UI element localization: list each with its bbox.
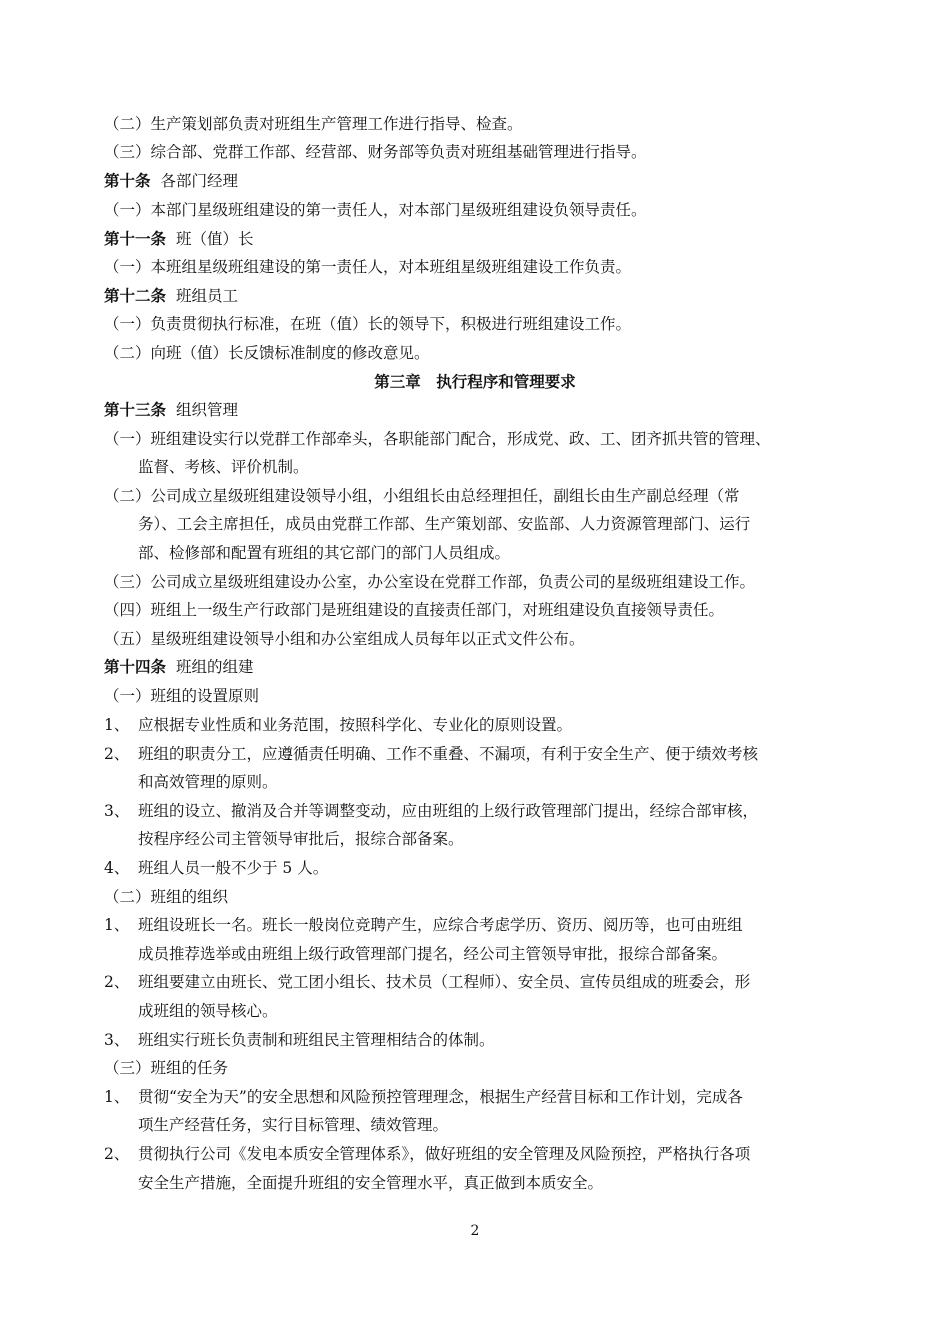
continuation-line: 和高效管理的原则。 (138, 773, 278, 791)
item-number: 2、 (104, 1145, 130, 1163)
numbered-item (104, 972, 844, 992)
article-heading (104, 171, 844, 191)
numbered-item (104, 1087, 844, 1107)
article-heading (104, 286, 844, 306)
paragraph-line: （三）公司成立星级班组建设办公室，办公室设在党群工作部，负责公司的星级班组建设工作。 (104, 573, 756, 591)
article-title: 各部门经理 (160, 172, 239, 190)
item-number: 1、 (104, 916, 130, 934)
article-heading (104, 657, 844, 677)
article-title: 班组的组建 (176, 658, 254, 676)
continuation-line: 项生产经营任务，实行目标管理、绩效管理。 (138, 1116, 449, 1134)
continuation-line: 监督、考核、评价机制。 (138, 458, 309, 476)
item-number: 1、 (104, 716, 130, 734)
paragraph-line: （二）向班（值）长反馈标准制度的修改意见。 (104, 344, 430, 362)
item-text: 班组要建立由班长、党工团小组长、技术员（工程师）、安全员、宣传员组成的班委会，形 (138, 973, 751, 991)
article-label: 第十一条 (104, 230, 167, 248)
item-text: 班组设班长一名。班长一般岗位竞聘产生，应综合考虑学历、资历、阅历等，也可由班组 (138, 916, 743, 934)
numbered-item (104, 915, 844, 935)
paragraph-line: （三）班组的任务 (104, 1059, 229, 1077)
item-number: 1、 (104, 1088, 130, 1106)
chapter-heading: 第三章 执行程序和管理要求 (374, 373, 576, 391)
numbered-item (104, 744, 844, 764)
continuation-line: 成员推荐选举或由班组上级行政管理部门提名，经公司主管领导审批，报综合部备案。 (138, 945, 728, 963)
item-text: 应根据专业性质和业务范围，按照科学化、专业化的原则设置。 (138, 716, 573, 734)
article-label: 第十三条 (104, 401, 167, 419)
numbered-item (104, 715, 844, 735)
article-heading (104, 229, 844, 249)
paragraph-line: （二）班组的组织 (104, 888, 229, 906)
paragraph-line: （一）本部门星级班组建设的第一责任人，对本部门星级班组建设负领导责任。 (104, 201, 647, 219)
page-number: 2 (470, 1223, 480, 1239)
paragraph-line: （二）公司成立星级班组建设领导小组，小组组长由总经理担任，副组长由生产副总经理（常 (104, 487, 740, 505)
article-heading (104, 400, 844, 420)
numbered-item (104, 1030, 844, 1050)
paragraph-line: （三）综合部、党群工作部、经营部、财务部等负责对班组基础管理进行指导。 (104, 143, 647, 161)
article-title: 组织管理 (176, 401, 239, 419)
item-number: 4、 (104, 859, 130, 877)
item-text: 贯彻执行公司《发电本质安全管理体系》，做好班组的安全管理及风险预控，严格执行各项 (138, 1145, 751, 1163)
item-number: 2、 (104, 973, 130, 991)
item-text: 班组实行班长负责制和班组民主管理相结合的体制。 (138, 1031, 495, 1049)
numbered-item (104, 1144, 844, 1164)
paragraph-line: （四）班组上一级生产行政部门是班组建设的直接责任部门，对班组建设负直接领导责任。 (104, 601, 725, 619)
item-text: 班组的设立、撤消及合并等调整变动，应由班组的上级行政管理部门提出，经综合部审核， (138, 802, 759, 820)
continuation-line: 务）、工会主席担任，成员由党群工作部、生产策划部、安监部、人力资源管理部门、运行 (138, 515, 751, 533)
continuation-line: 部、检修部和配置有班组的其它部门的部门人员组成。 (138, 544, 511, 562)
item-number: 3、 (104, 1031, 130, 1049)
item-text: 班组的职责分工，应遵循责任明确、工作不重叠、不漏项，有利于安全生产、便于绩效考核 (138, 745, 759, 763)
item-text: 贯彻“安全为天”的安全思想和风险预控管理理念，根据生产经营目标和工作计划，完成各 (138, 1088, 743, 1106)
paragraph-line: （一）负责贯彻执行标准，在班（值）长的领导下，积极进行班组建设工作。 (104, 315, 632, 333)
item-text: 班组人员一般不少于 5 人。 (138, 859, 329, 877)
paragraph-line: （五）星级班组建设领导小组和办公室组成人员每年以正式文件公布。 (104, 630, 585, 648)
article-label: 第十条 (104, 172, 151, 190)
paragraph-line: （二）生产策划部负责对班组生产管理工作进行指导、检查。 (104, 115, 523, 133)
paragraph-line: （一）本班组星级班组建设的第一责任人，对本班组星级班组建设工作负责。 (104, 258, 632, 276)
numbered-item (104, 858, 844, 878)
continuation-line: 安全生产措施，全面提升班组的安全管理水平，真正做到本质安全。 (138, 1174, 604, 1192)
continuation-line: 成班组的领导核心。 (138, 1002, 278, 1020)
numbered-item (104, 801, 844, 821)
continuation-line: 按程序经公司主管领导审批后，报综合部备案。 (138, 830, 464, 848)
article-title: 班组员工 (176, 287, 239, 305)
article-label: 第十四条 (104, 658, 167, 676)
item-number: 2、 (104, 745, 130, 763)
paragraph-line: （一）班组的设置原则 (104, 687, 260, 705)
paragraph-line: （一）班组建设实行以党群工作部牵头，各职能部门配合，形成党、政、工、团齐抓共管的管理、 (104, 430, 771, 448)
item-number: 3、 (104, 802, 130, 820)
article-label: 第十二条 (104, 287, 167, 305)
article-title: 班（值）长 (176, 230, 254, 248)
